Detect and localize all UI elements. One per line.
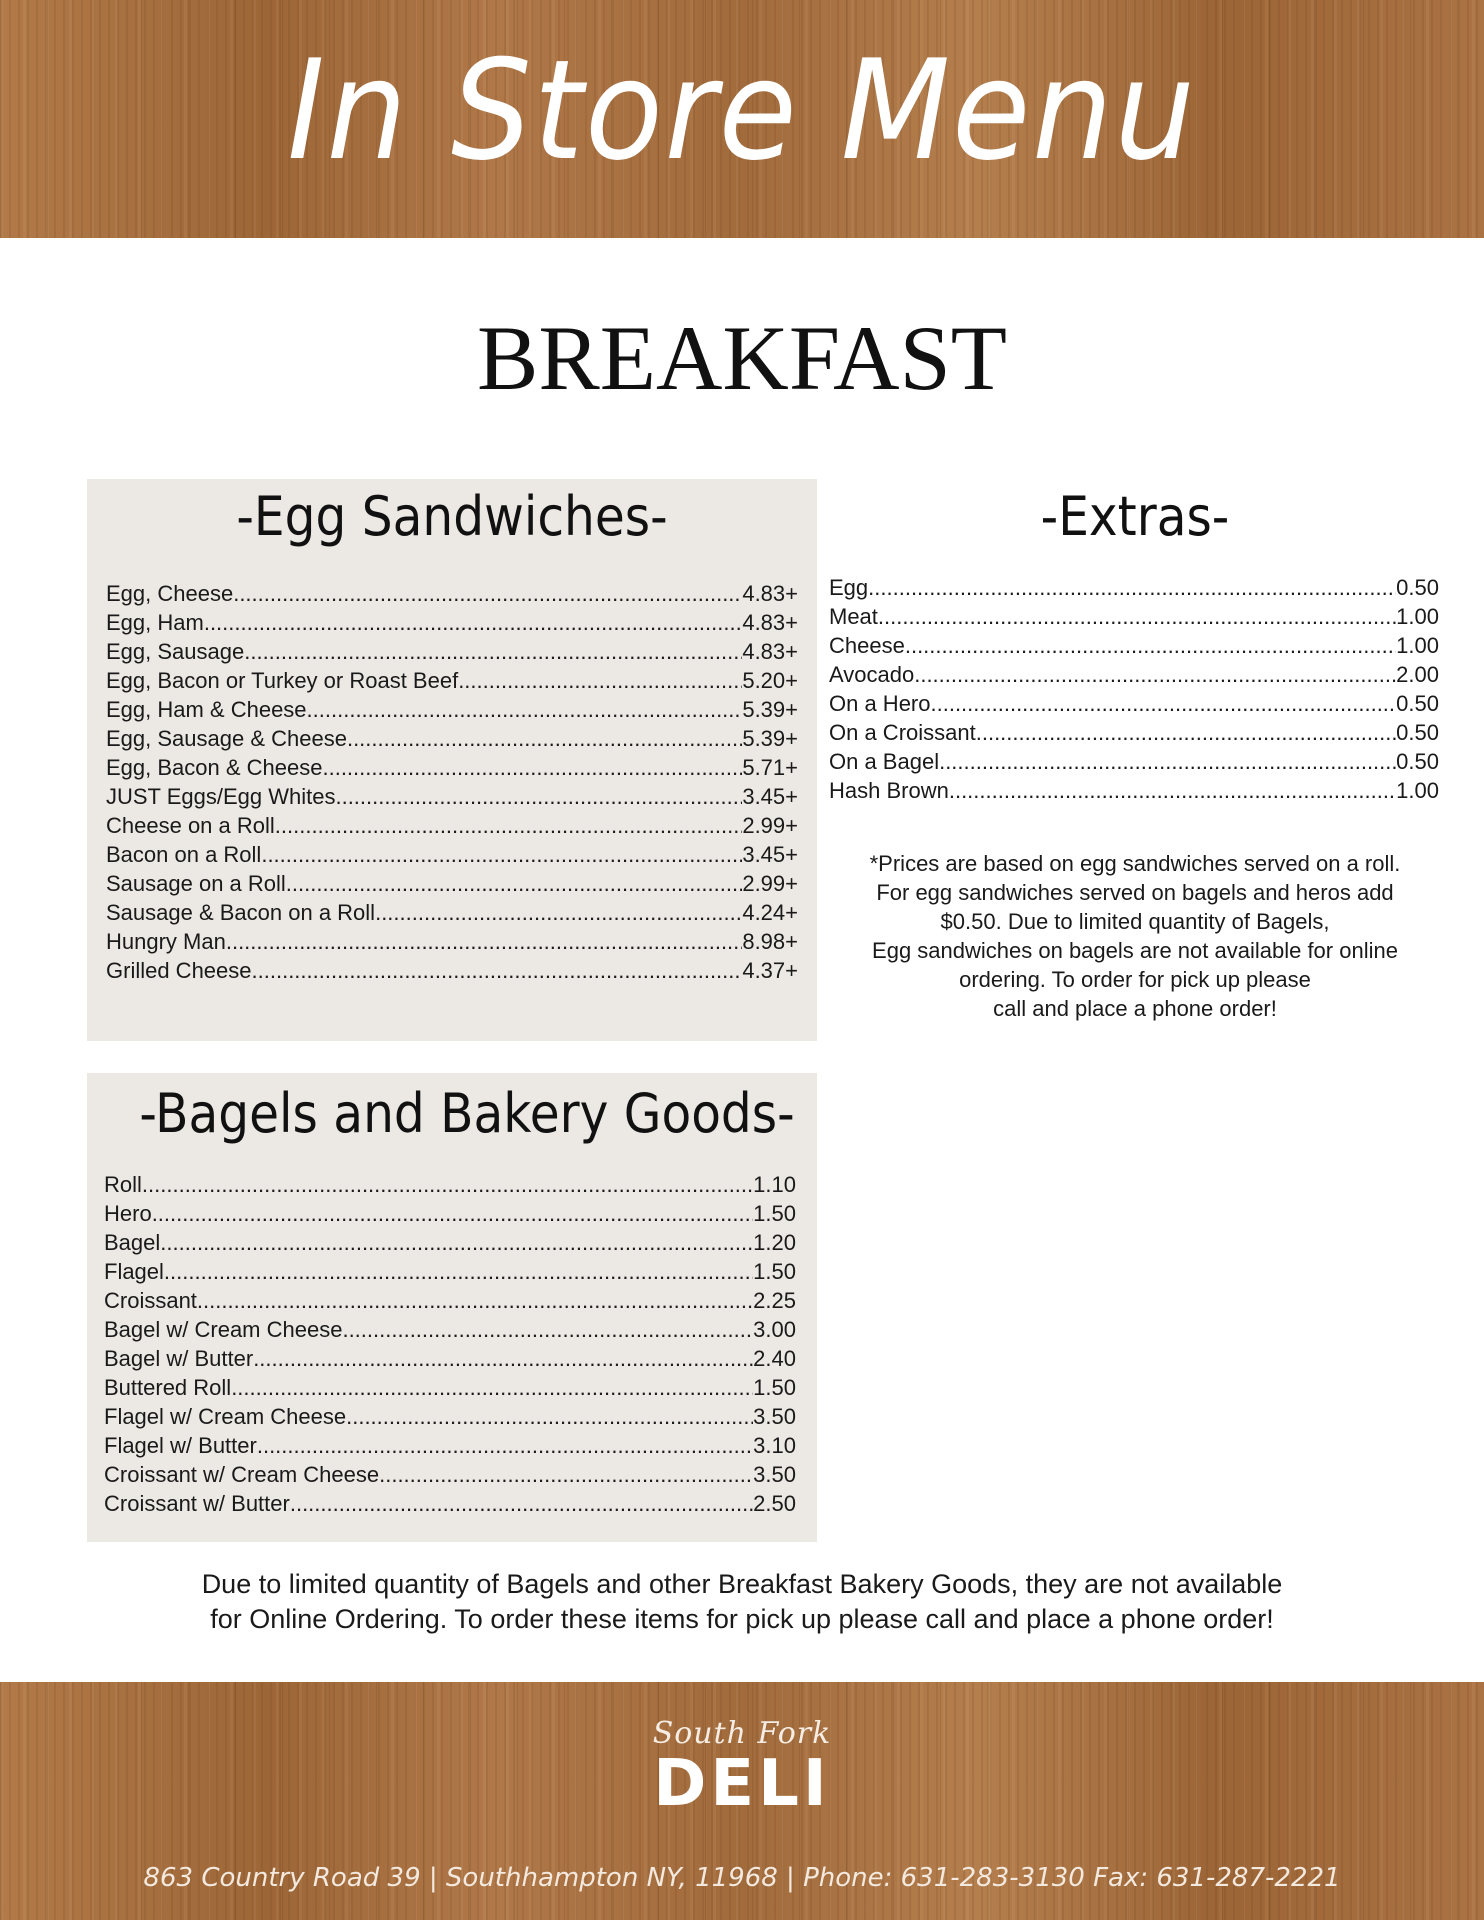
- bagels-heading: -Bagels and Bakery Goods-: [139, 1082, 795, 1145]
- dot-leader: [347, 724, 742, 753]
- logo-deli-text: DELI: [653, 1747, 831, 1821]
- dot-leader: [164, 1257, 753, 1286]
- dot-leader: [231, 1373, 753, 1402]
- menu-item: [106, 695, 798, 724]
- menu-item-price: 2.99+: [742, 813, 798, 838]
- menu-item: [106, 898, 798, 927]
- menu-item-price: 4.24+: [742, 900, 798, 925]
- menu-item-name: On a Bagel: [829, 749, 940, 774]
- menu-item-price: 3.00: [753, 1317, 796, 1342]
- menu-item-price: 1.00: [1396, 604, 1439, 629]
- menu-item-price: 3.45+: [742, 784, 798, 809]
- menu-item-name: Croissant w/ Cream Cheese: [104, 1462, 380, 1487]
- menu-item-name: Grilled Cheese: [106, 958, 252, 983]
- menu-item-name: Bagel w/ Cream Cheese: [104, 1317, 343, 1342]
- dot-leader: [261, 840, 742, 869]
- dot-leader: [949, 776, 1396, 805]
- dot-leader: [233, 579, 742, 608]
- menu-item: [106, 666, 798, 695]
- menu-item-name: Egg: [829, 575, 869, 600]
- menu-item-price: 2.40: [753, 1346, 796, 1371]
- menu-item-name: Sausage & Bacon on a Roll: [106, 900, 376, 925]
- menu-item: [829, 631, 1439, 660]
- dot-leader: [257, 1431, 753, 1460]
- menu-item-price: 2.00: [1396, 662, 1439, 687]
- menu-title: In Store Menu: [287, 30, 1197, 191]
- menu-item-name: Egg, Bacon & Cheese: [106, 755, 323, 780]
- menu-item-price: 1.50: [753, 1259, 796, 1284]
- menu-item-price: 4.83+: [742, 581, 798, 606]
- menu-item-name: Meat: [829, 604, 878, 629]
- menu-item: [104, 1402, 796, 1431]
- menu-item-price: 4.83+: [742, 639, 798, 664]
- menu-item: [106, 724, 798, 753]
- menu-item: [104, 1460, 796, 1489]
- dot-leader: [976, 718, 1396, 747]
- note-line: For egg sandwiches served on bagels and heros add: [876, 880, 1394, 905]
- menu-item-name: Bagel: [104, 1230, 161, 1255]
- dot-leader: [290, 1489, 753, 1518]
- footer-banner: [0, 1682, 1484, 1920]
- menu-item-name: Bacon on a Roll: [106, 842, 262, 867]
- dot-leader: [226, 927, 742, 956]
- bagels-list: [104, 1170, 796, 1518]
- menu-item-name: Egg, Bacon or Turkey or Roast Beef: [106, 668, 459, 693]
- dot-leader: [244, 637, 742, 666]
- dot-leader: [878, 602, 1396, 631]
- menu-item: [104, 1489, 796, 1518]
- menu-item: [104, 1344, 796, 1373]
- note-line: for Online Ordering. To order these items for pick up please call and place a phone order!: [210, 1604, 1274, 1634]
- header-banner: [0, 0, 1484, 238]
- menu-item-name: Roll: [104, 1172, 142, 1197]
- menu-item-name: Hash Brown: [829, 778, 949, 803]
- dot-leader: [375, 898, 742, 927]
- dot-leader: [275, 811, 743, 840]
- dot-leader: [307, 695, 743, 724]
- menu-item-price: 1.20: [753, 1230, 796, 1255]
- menu-item: [104, 1170, 796, 1199]
- menu-item-price: 0.50: [1396, 720, 1439, 745]
- dot-leader: [152, 1199, 753, 1228]
- menu-item: [104, 1286, 796, 1315]
- extras-list: [829, 573, 1439, 805]
- dot-leader: [160, 1228, 753, 1257]
- menu-item-name: Buttered Roll: [104, 1375, 232, 1400]
- menu-item-name: On a Hero: [829, 691, 931, 716]
- dot-leader: [458, 666, 742, 695]
- menu-item: [104, 1257, 796, 1286]
- dot-leader: [142, 1170, 753, 1199]
- menu-item: [104, 1431, 796, 1460]
- menu-item-price: 3.50: [753, 1462, 796, 1487]
- menu-item: [829, 776, 1439, 805]
- menu-item: [106, 811, 798, 840]
- menu-item-price: 1.10: [753, 1172, 796, 1197]
- dot-leader: [322, 753, 742, 782]
- menu-item-name: Cheese: [829, 633, 905, 658]
- dot-leader: [914, 660, 1396, 689]
- menu-item-price: 4.83+: [742, 610, 798, 635]
- menu-item-name: Hero: [104, 1201, 152, 1226]
- menu-item: [829, 689, 1439, 718]
- dot-leader: [379, 1460, 753, 1489]
- menu-item: [104, 1373, 796, 1402]
- menu-item-name: Croissant: [104, 1288, 197, 1313]
- menu-item-price: 8.98+: [742, 929, 798, 954]
- dot-leader: [905, 631, 1396, 660]
- logo-script-text: South Fork: [652, 1716, 832, 1751]
- dot-leader: [931, 689, 1397, 718]
- menu-item-price: 1.00: [1396, 633, 1439, 658]
- menu-item-name: Egg, Sausage: [106, 639, 245, 664]
- menu-item-price: 0.50: [1396, 575, 1439, 600]
- note-line: *Prices are based on egg sandwiches served on a roll.: [869, 851, 1401, 876]
- menu-item: [829, 573, 1439, 602]
- menu-item-name: Flagel w/ Cream Cheese: [104, 1404, 347, 1429]
- dot-leader: [252, 956, 743, 985]
- menu-item: [106, 956, 798, 985]
- menu-item-price: 2.25: [753, 1288, 796, 1313]
- menu-item-price: 3.45+: [742, 842, 798, 867]
- menu-item-name: Egg, Ham: [106, 610, 204, 635]
- menu-item-name: Flagel: [104, 1259, 164, 1284]
- menu-item: [829, 602, 1439, 631]
- menu-item-price: 2.99+: [742, 871, 798, 896]
- dot-leader: [335, 782, 742, 811]
- menu-item-name: JUST Eggs/Egg Whites: [106, 784, 336, 809]
- menu-item-price: 1.50: [753, 1375, 796, 1400]
- menu-item-price: 3.50: [753, 1404, 796, 1429]
- menu-item-name: Croissant w/ Butter: [104, 1491, 290, 1516]
- menu-item-name: Avocado: [829, 662, 915, 687]
- menu-item-price: 5.39+: [742, 726, 798, 751]
- note-line: Due to limited quantity of Bagels and other Breakfast Bakery Goods, they are not available: [201, 1569, 1283, 1599]
- extras-note: [835, 849, 1435, 1023]
- dot-leader: [939, 747, 1396, 776]
- dot-leader: [286, 869, 743, 898]
- dot-leader: [342, 1315, 753, 1344]
- egg-sandwiches-list: [106, 579, 798, 985]
- menu-item: [106, 608, 798, 637]
- menu-item-price: 1.00: [1396, 778, 1439, 803]
- menu-item-name: Egg, Cheese: [106, 581, 234, 606]
- menu-item: [829, 747, 1439, 776]
- dot-leader: [346, 1402, 753, 1431]
- menu-item-name: Bagel w/ Butter: [104, 1346, 254, 1371]
- menu-item-price: 0.50: [1396, 691, 1439, 716]
- menu-item: [106, 840, 798, 869]
- menu-item: [106, 579, 798, 608]
- menu-item-price: 1.50: [753, 1201, 796, 1226]
- menu-item-price: 2.50: [753, 1491, 796, 1516]
- dot-leader: [868, 573, 1396, 602]
- menu-item-price: 0.50: [1396, 749, 1439, 774]
- note-line: ordering. To order for pick up please: [959, 967, 1311, 992]
- menu-item-price: 5.20+: [742, 668, 798, 693]
- menu-item: [829, 718, 1439, 747]
- footer-address: 863 Country Road 39 | Southhampton NY, 11968 | Phone: 631-283-3130 Fax: 631-287-2221: [143, 1863, 1341, 1893]
- dot-leader: [253, 1344, 753, 1373]
- menu-item: [106, 637, 798, 666]
- menu-item: [104, 1228, 796, 1257]
- menu-item-price: 3.10: [753, 1433, 796, 1458]
- menu-item: [104, 1199, 796, 1228]
- section-title: BREAKFAST: [477, 307, 1007, 409]
- menu-item-name: On a Croissant: [829, 720, 976, 745]
- menu-item-name: Cheese on a Roll: [106, 813, 275, 838]
- menu-item-price: 5.39+: [742, 697, 798, 722]
- menu-item-name: Hungry Man: [106, 929, 226, 954]
- note-line: $0.50. Due to limited quantity of Bagels,: [940, 909, 1330, 934]
- note-line: call and place a phone order!: [993, 996, 1277, 1021]
- menu-item: [106, 753, 798, 782]
- menu-item-name: Flagel w/ Butter: [104, 1433, 257, 1458]
- menu-item-name: Sausage on a Roll: [106, 871, 286, 896]
- egg-sandwiches-heading: -Egg Sandwiches-: [236, 485, 668, 548]
- dot-leader: [204, 608, 743, 637]
- menu-item: [829, 660, 1439, 689]
- extras-heading: -Extras-: [1040, 485, 1230, 548]
- note-line: Egg sandwiches on bagels are not available for online: [872, 938, 1398, 963]
- menu-item-name: Egg, Ham & Cheese: [106, 697, 307, 722]
- menu-item: [106, 927, 798, 956]
- dot-leader: [197, 1286, 753, 1315]
- menu-item-price: 5.71+: [742, 755, 798, 780]
- bakery-note: [100, 1567, 1384, 1637]
- menu-item: [104, 1315, 796, 1344]
- menu-item-price: 4.37+: [742, 958, 798, 983]
- menu-item: [106, 782, 798, 811]
- menu-item-name: Egg, Sausage & Cheese: [106, 726, 347, 751]
- menu-item: [106, 869, 798, 898]
